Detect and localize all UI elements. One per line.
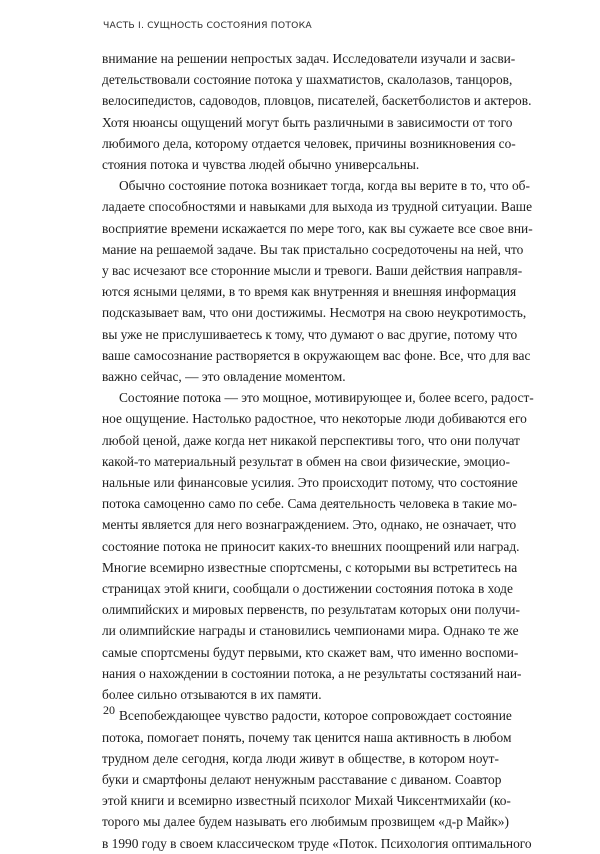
text-line: любимого дела, которому отдается человек, причины возникновения со- xyxy=(102,135,516,151)
text-line: менты является для него вознаграждением. Это, однако, не означает, что xyxy=(102,517,517,533)
text-line: торого мы далее будем называть его любимым прозвищем «д-р Майк») xyxy=(102,814,509,830)
text-line: подсказывает вам, что они достижимы. Несмотря на свою неукротимость, xyxy=(102,305,527,321)
text-line: более сильно отзываются в их памяти. xyxy=(102,687,322,703)
text-line: внимание на решении непростых задач. Исследователи изучали и засви- xyxy=(102,51,516,66)
text-line: ются ясными целями, в то время как внутренняя и внешняя информация xyxy=(102,284,517,300)
text-line: в 1990 году в своем классическом труде «Поток. Психология оптимального xyxy=(102,835,532,851)
text-line: важно сейчас, — это овладение моментом. xyxy=(102,369,346,385)
text-line: потока самоценно само по себе. Сама деятельность человека в такие мо- xyxy=(102,496,518,512)
text-line: Всепобеждающее чувство радости, которое сопровождает состояние xyxy=(119,708,512,724)
text-line: велосипедистов, садоводов, пловцов, писателей, баскетболистов и актеров. xyxy=(102,93,532,109)
text-line: нальные или финансовые усилия. Это происходит потому, что состояние xyxy=(102,475,518,491)
text-line: состояние потока не приносит каких-то внешних поощрений или наград. xyxy=(102,538,520,554)
text-line: у вас исчезают все сторонние мысли и тревоги. Ваши действия направля- xyxy=(102,263,523,279)
running-head: ЧАСТЬ I. СУЩНОСТЬ СОСТОЯНИЯ ПОТОКА xyxy=(103,20,312,31)
text-line: потока, помогает понять, почему так ценится наша активность в любом xyxy=(102,729,512,745)
text-line: ли олимпийские награды и становились чемпионами мира. Однако те же xyxy=(102,623,519,639)
page-number: 20 xyxy=(103,703,115,717)
text-line: Состояние потока — это мощное, мотивирующее и, более всего, радост- xyxy=(119,390,534,406)
text-line: ное ощущение. Настолько радостное, что некоторые люди добиваются его xyxy=(102,411,527,427)
text-line: какой-то материальный результат в обмен на свои физические, эмоцио- xyxy=(102,453,510,469)
text-line: любой ценой, даже когда нет никакой перспективы того, что они получат xyxy=(102,432,520,448)
text-line: самые спортсмены будут первыми, кто скажет вам, что именно воспоми- xyxy=(102,644,519,660)
text-line: Хотя нюансы ощущений могут быть различными в зависимости от того xyxy=(102,114,513,130)
body-text xyxy=(102,48,534,854)
text-line: Многие всемирно известные спортсмены, с которыми вы встретитесь на xyxy=(102,559,518,575)
text-line: буки и смартфоны делают ненужным расставание с диваном. Соавтор xyxy=(102,771,502,787)
text-line: олимпийских и мировых первенств, по результатам которых они получи- xyxy=(102,602,520,618)
text-line: страницах этой книги, сообщали о достижении состояния потока в ходе xyxy=(102,581,513,597)
text-line: стояния потока и чувства людей обычно универсальны. xyxy=(102,157,420,173)
text-line: Обычно состояние потока возникает тогда, когда вы верите в то, что об- xyxy=(119,178,530,194)
text-line: этой книги и всемирно известный психолог Михай Чиксентмихайи (ко- xyxy=(102,793,511,809)
text-line: ладаете способностями и навыками для выхода из трудной ситуации. Ваше xyxy=(102,199,533,215)
text-line: вы уже не прислушиваетесь к тому, что думают о вас другие, потому что xyxy=(102,326,518,342)
text-line: нания о нахождении в состоянии потока, а не результаты состязаний наи- xyxy=(102,665,522,681)
text-line: восприятие времени искажается по мере того, как вы сужаете все свое вни- xyxy=(102,220,533,236)
text-line: трудном деле сегодня, когда люди живут в обществе, в котором ноут- xyxy=(102,750,499,766)
text-line: детельствовали состояние потока у шахматистов, скалолазов, танцоров, xyxy=(102,72,513,88)
text-line: ваше самосознание растворяется в окружающем вас фоне. Все, что для вас xyxy=(102,347,531,363)
text-line: мание на решаемой задаче. Вы так пристально сосредоточены на ней, что xyxy=(102,241,524,257)
